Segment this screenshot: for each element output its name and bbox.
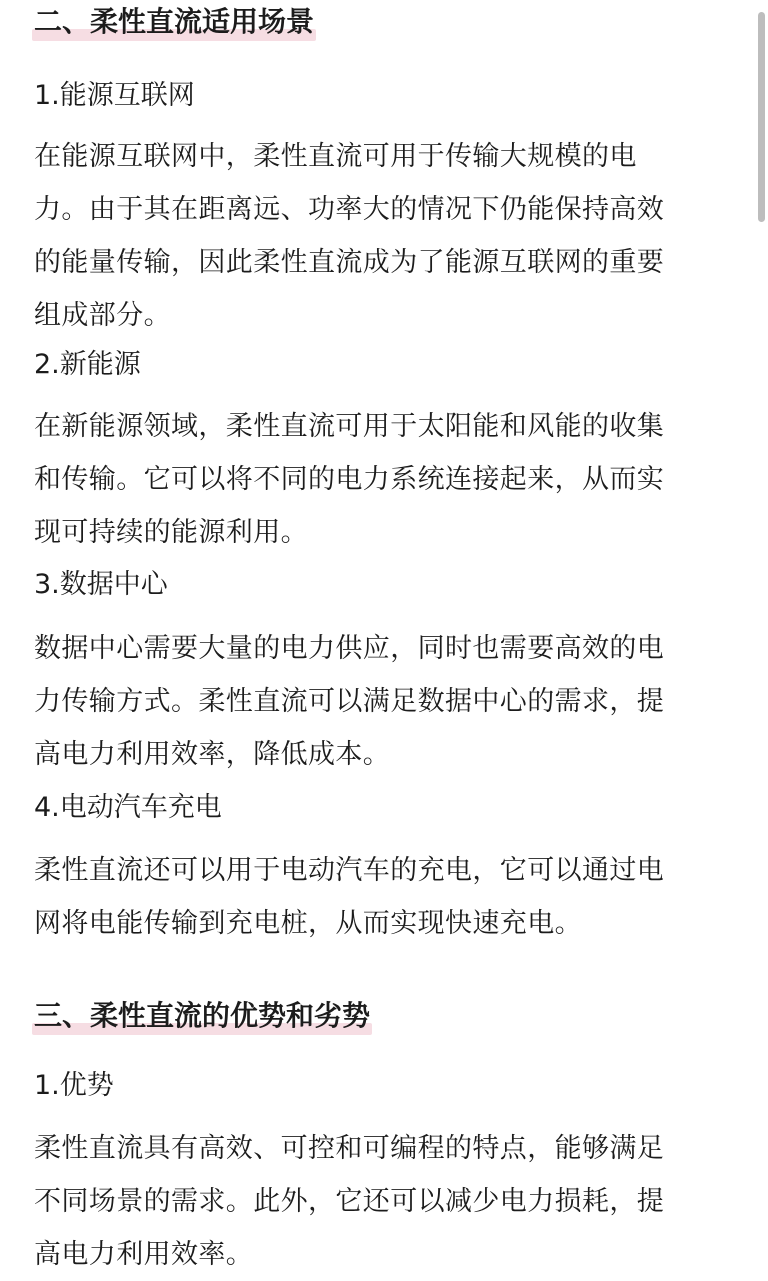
paragraph-line: 组成部分。	[34, 300, 171, 331]
paragraph-line: 力传输方式。柔性直流可以满足数据中心的需求，提	[34, 686, 665, 717]
subheading-energy-internet: 1.能源互联网	[34, 80, 195, 111]
section-title-2	[34, 2, 314, 42]
subheading-data-center: 3.数据中心	[34, 569, 168, 600]
paragraph-line: 不同场景的需求。此外，它还可以减少电力损耗，提	[34, 1186, 665, 1217]
subheading-new-energy: 2.新能源	[34, 349, 141, 380]
paragraph-line: 高电力利用效率，降低成本。	[34, 739, 391, 770]
paragraph-line: 网将电能传输到充电桩，从而实现快速充电。	[34, 908, 582, 939]
section-heading	[34, 996, 370, 1036]
paragraph-line: 和传输。它可以将不同的电力系统连接起来，从而实	[34, 464, 665, 495]
scrollbar-thumb[interactable]	[758, 12, 765, 222]
paragraph-line: 在新能源领域，柔性直流可用于太阳能和风能的收集	[34, 411, 665, 442]
paragraph-ev-charging	[34, 844, 664, 950]
section-title-text: 二、柔性直流适用场景	[34, 5, 315, 38]
paragraph-energy-internet	[34, 130, 664, 342]
paragraph-data-center	[34, 622, 664, 781]
paragraph-line: 数据中心需要大量的电力供应，同时也需要高效的电	[34, 633, 665, 664]
paragraph-line: 在能源互联网中，柔性直流可用于传输大规模的电	[34, 141, 637, 172]
paragraph-line: 力。由于其在距离远、功率大的情况下仍能保持高效	[34, 194, 665, 225]
subheading-advantages: 1.优势	[34, 1070, 114, 1101]
section-heading	[34, 2, 314, 42]
paragraph-line: 现可持续的能源利用。	[34, 517, 308, 548]
paragraph-line: 柔性直流具有高效、可控和可编程的特点，能够满足	[34, 1133, 665, 1164]
paragraph-new-energy	[34, 400, 664, 559]
section-title-text: 三、柔性直流的优势和劣势	[34, 999, 371, 1032]
paragraph-line: 的能量传输，因此柔性直流成为了能源互联网的重要	[34, 247, 665, 278]
paragraph-advantages	[34, 1122, 664, 1281]
subheading-ev-charging: 4.电动汽车充电	[34, 792, 222, 823]
paragraph-line: 柔性直流还可以用于电动汽车的充电，它可以通过电	[34, 855, 665, 886]
section-title-3	[34, 996, 370, 1036]
paragraph-line: 高电力利用效率。	[34, 1239, 254, 1270]
